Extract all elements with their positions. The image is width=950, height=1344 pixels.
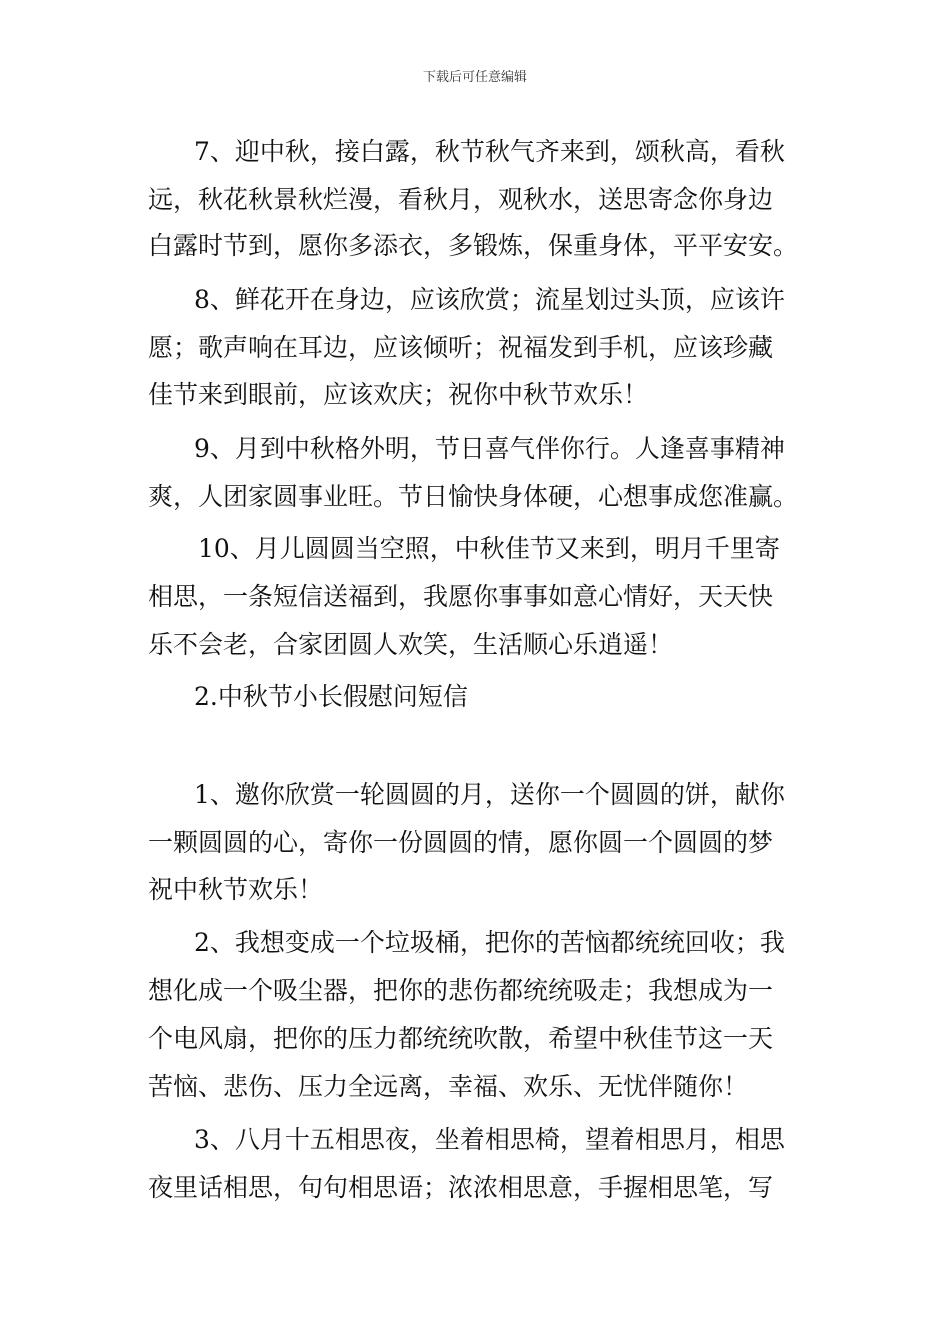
paragraph-line: 7、迎中秋，接白露，秋节秋气齐来到，颂秋高，看秋 xyxy=(194,137,785,166)
paragraph-line: 苦恼、悲伤、压力全远离，幸福、欢乐、无忧伴随你！ xyxy=(148,1072,749,1101)
paragraph-line: 乐不会老，合家团圆人欢笑，生活顺心乐逍遥！ xyxy=(148,630,674,659)
paragraph-line: 8、鲜花开在身边，应该欣赏；流星划过头顶，应该许 xyxy=(194,285,785,314)
paragraph-line: 想化成一个吸尘器，把你的悲伤都统统吸走；我想成为一 xyxy=(148,976,774,1005)
paragraph-line: 祝中秋节欢乐！ xyxy=(148,875,324,904)
header-note: 下载后可任意编辑 xyxy=(422,70,527,85)
paragraph-line: 2、我想变成一个垃圾桶，把你的苦恼都统统回收；我 xyxy=(194,928,785,957)
paragraph-line: 愿；歌声响在耳边，应该倾听；祝福发到手机，应该珍藏 xyxy=(148,333,774,362)
paragraph-line: 一颗圆圆的心，寄你一份圆圆的情，愿你圆一个圆圆的梦 xyxy=(148,828,774,857)
paragraph-line: 10、月儿圆圆当空照，中秋佳节又来到，明月千里寄 xyxy=(198,534,780,563)
paragraph-line: 3、八月十五相思夜，坐着相思椅，望着相思月，相思 xyxy=(194,1125,785,1154)
paragraph-line: 个电风扇，把你的压力都统统吹散，希望中秋佳节这一天 xyxy=(148,1024,774,1053)
paragraph-line: 9、月到中秋格外明，节日喜气伴你行。人逢喜事精神 xyxy=(194,434,785,463)
paragraph-line: 相思，一条短信送福到，我愿你事事如意心情好，天天快 xyxy=(148,582,774,611)
paragraph-line: 白露时节到，愿你多添衣，多锻炼，保重身体，平平安安。 xyxy=(148,231,799,260)
paragraph-line: 夜里话相思，句句相思语；浓浓相思意，手握相思笔，写 xyxy=(148,1173,774,1202)
paragraph-line: 1、邀你欣赏一轮圆圆的月，送你一个圆圆的饼，献你 xyxy=(194,780,785,809)
paragraph-line: 爽，人团家圆事业旺。节日愉快身体硬，心想事成您准赢。 xyxy=(148,482,799,511)
paragraph-line: 佳节来到眼前，应该欢庆；祝你中秋节欢乐！ xyxy=(148,380,649,409)
paragraph-line: 远，秋花秋景秋烂漫，看秋月，观秋水，送思寄念你身边 xyxy=(148,185,774,214)
section-heading: 2.中秋节小长假慰问短信 xyxy=(194,682,468,711)
